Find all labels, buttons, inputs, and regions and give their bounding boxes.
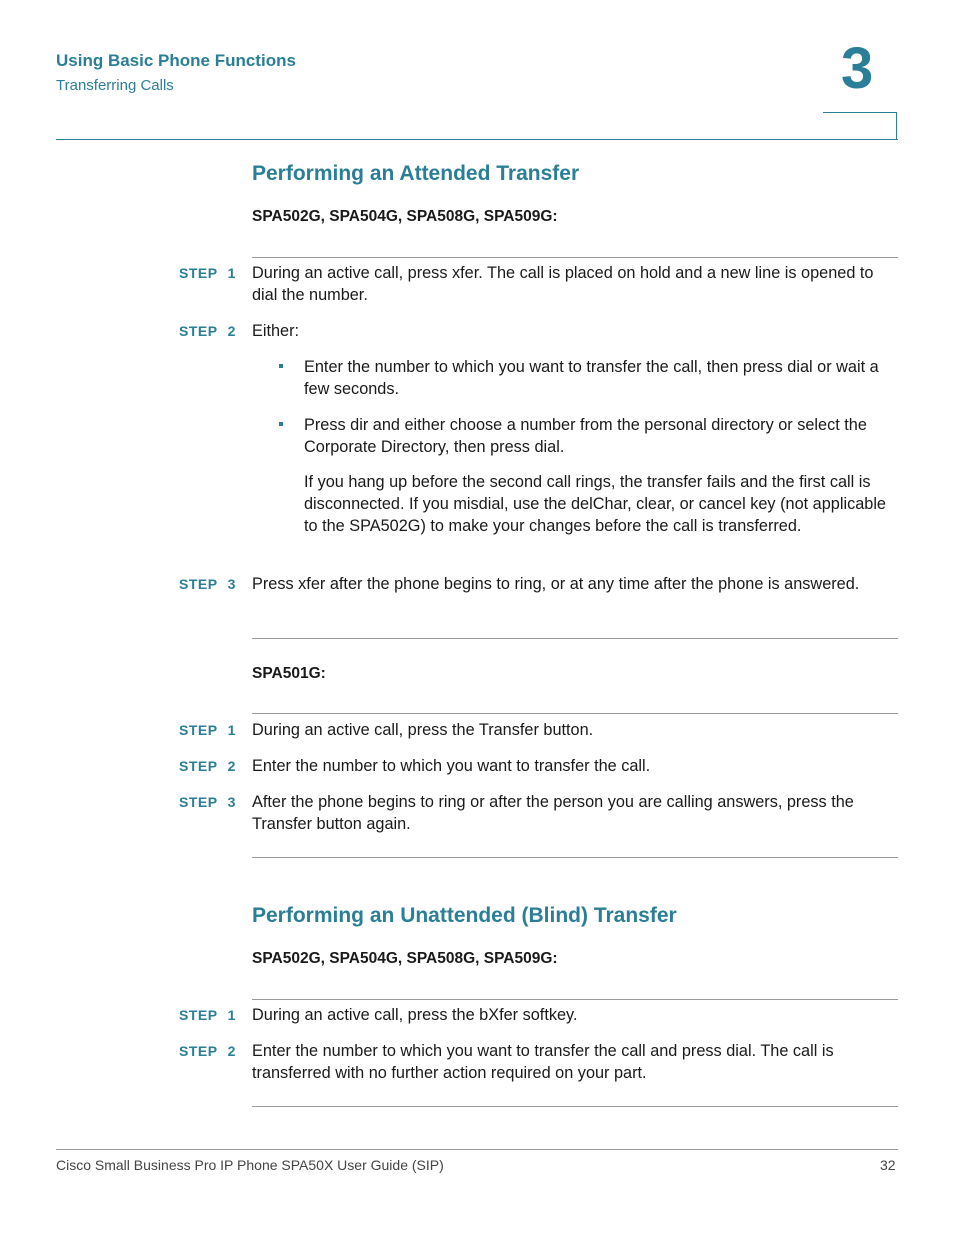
divider [252,1106,898,1107]
note-text: If you hang up before the second call rings, the transfer fails and the first call is disconnected. If you misdial, use the delChar, clear, or cancel key (not applicable to the SPA502G) to make your changes before the call is transferred. [304,473,886,535]
step-text: During an active call, press the Transfer button. [252,721,594,739]
step-text: During an active call, press xfer. The call is placed on hold and a new line is opened to dial the number. [252,264,874,304]
step-label: STEP 3 [179,576,236,592]
bullet-text: Enter the number to which you want to transfer the call, then press dial or wait a few seconds. [304,358,879,398]
section-heading-attended: Performing an Attended Transfer [252,162,580,185]
bullet-text: Press dir and either choose a number from the personal directory or select the Corporate Directory, then press dial. [304,416,867,456]
step-label: STEP 2 [179,1043,236,1059]
bullet-marker [279,364,283,368]
step-label: STEP 1 [179,265,236,281]
divider [252,257,898,258]
step-label: STEP 3 [179,794,236,810]
divider [252,713,898,714]
chapter-box [823,112,897,139]
step-text: Enter the number to which you want to transfer the call and press dial. The call is transferred with no further action required on your part. [252,1042,834,1082]
step-text: After the phone begins to ring or after the person you are calling answers, press the Transfer button again. [252,793,854,833]
step-text: Enter the number to which you want to transfer the call. [252,757,651,775]
models-heading-1: SPA502G, SPA504G, SPA508G, SPA509G: [252,208,558,225]
footer-title: Cisco Small Business Pro IP Phone SPA50X User Guide (SIP) [56,1157,444,1173]
divider [252,999,898,1000]
chapter-number: 3 [841,36,874,101]
divider [252,638,898,639]
section-heading-blind: Performing an Unattended (Blind) Transfer [252,904,677,927]
footer-rule [56,1149,898,1150]
divider [252,857,898,858]
step-label: STEP 2 [179,323,236,339]
step-text: Either: [252,322,300,340]
header-rule [56,139,898,140]
bullet-marker [279,422,283,426]
models-heading-3: SPA502G, SPA504G, SPA508G, SPA509G: [252,950,558,967]
step-text: Press xfer after the phone begins to ring, or at any time after the phone is answered. [252,575,860,593]
running-header-title: Using Basic Phone Functions [56,51,296,70]
models-heading-2: SPA501G: [252,665,326,682]
step-label: STEP 2 [179,758,236,774]
step-label: STEP 1 [179,722,236,738]
page-number: 32 [880,1157,896,1173]
step-label: STEP 1 [179,1007,236,1023]
step-text: During an active call, press the bXfer softkey. [252,1006,578,1024]
running-header-subtitle: Transferring Calls [56,77,174,94]
